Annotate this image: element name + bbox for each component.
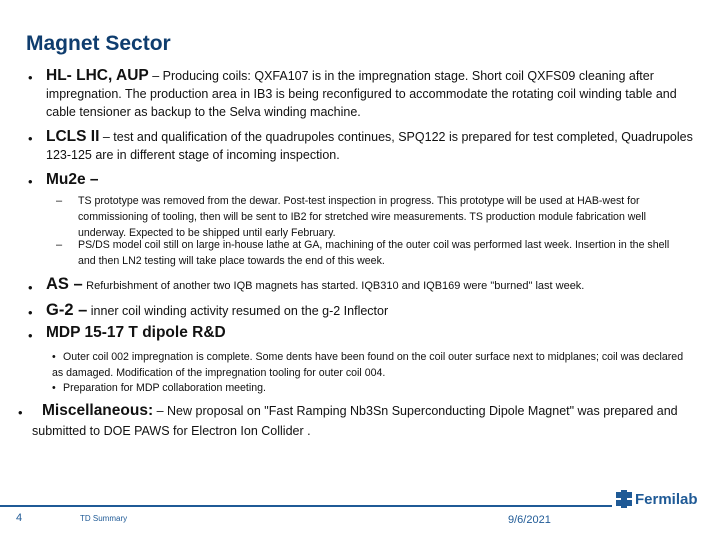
mdp-sub-2 — [52, 380, 692, 396]
bullet: • — [28, 328, 33, 343]
as-heading: AS – — [46, 275, 83, 293]
misc-item — [32, 401, 692, 441]
fermilab-logo-icon — [616, 490, 632, 508]
lcls-item — [46, 128, 696, 164]
bullet: • — [28, 305, 33, 320]
dash: – — [56, 195, 63, 207]
mu2e-sub-2: PS/DS model coil still on large in-house lathe at GA, machining of the outer coil was performed last week. Insertion in the shell and then LN2 testing will take place towards the end of this week. — [78, 239, 670, 267]
page-title: Magnet Sector — [26, 32, 171, 55]
mu2e-sub-1: TS prototype was removed from the dewar. Post-test inspection in progress. This prototype will be used at HAB-west for commissioning of tooling, then will be sent to IB2 for stretched wire measurements. TS production module fabrication well underway. Expected to be shipped until early February. — [78, 195, 647, 239]
page-number: 4 — [16, 512, 23, 524]
fermilab-logo-text: Fermilab — [635, 490, 698, 508]
mdp-heading: MDP 15-17 T dipole R&D — [46, 324, 226, 341]
g2-item — [46, 301, 696, 320]
sub-bullet: • — [52, 351, 56, 363]
bullet: • — [18, 405, 23, 420]
bullet: • — [28, 131, 33, 146]
g2-text: inner coil winding activity resumed on the g-2 Inflector — [90, 304, 389, 318]
bullet: • — [28, 280, 33, 295]
hl-lhc-item — [46, 67, 696, 121]
mu2e-heading: Mu2e – — [46, 171, 99, 188]
mdp-sub-1-text: Outer coil 002 impregnation is complete. Some dents have been found on the coil outer surface next to midplanes; coil was declared as damaged. Modification of the impregnation tooling for outer coil 004. — [52, 351, 684, 379]
dash: – — [56, 239, 63, 251]
as-item — [46, 275, 696, 295]
lcls-text: – test and qualification of the quadrupoles continues, SPQ122 is prepared for test completed, Quadrupoles 123-125 are in different stage of incoming inspection. — [46, 130, 693, 162]
misc-text: – New proposal on "Fast Ramping Nb3Sn Superconducting Dipole Magnet" was prepared and submitted to DOE PAWS for Electron Ion Collider . — [32, 404, 678, 438]
mdp-item — [46, 324, 696, 342]
misc-heading: Miscellaneous: — [42, 402, 154, 419]
footer-date: 9/6/2021 — [508, 514, 551, 526]
sub-bullet: • — [52, 382, 56, 394]
lcls-heading: LCLS II — [46, 128, 100, 145]
footer-label: TD Summary — [80, 514, 128, 523]
hl-lhc-text: – Producing coils: QXFA107 is in the impregnation stage. Short coil QXFS09 cleaning after impregnation. The production area in IB3 is being reconfigured to accommodate the rotating coil winding table and cable tensioner as backup to the Selva winding machine. — [46, 69, 677, 119]
footer-rule — [0, 505, 612, 507]
fermilab-logo — [616, 490, 698, 508]
mdp-sub-1 — [52, 349, 692, 381]
bullet: • — [28, 174, 33, 189]
g2-heading: G-2 – — [46, 301, 88, 319]
mdp-sub-2-text: Preparation for MDP collaboration meeting. — [63, 382, 266, 394]
bullet: • — [28, 70, 33, 85]
hl-lhc-heading: HL- LHC, AUP — [46, 67, 149, 84]
mu2e-item — [46, 171, 696, 189]
as-text: Refurbishment of another two IQB magnets has started. IQB310 and IQB169 were "burned" last week. — [86, 280, 585, 292]
